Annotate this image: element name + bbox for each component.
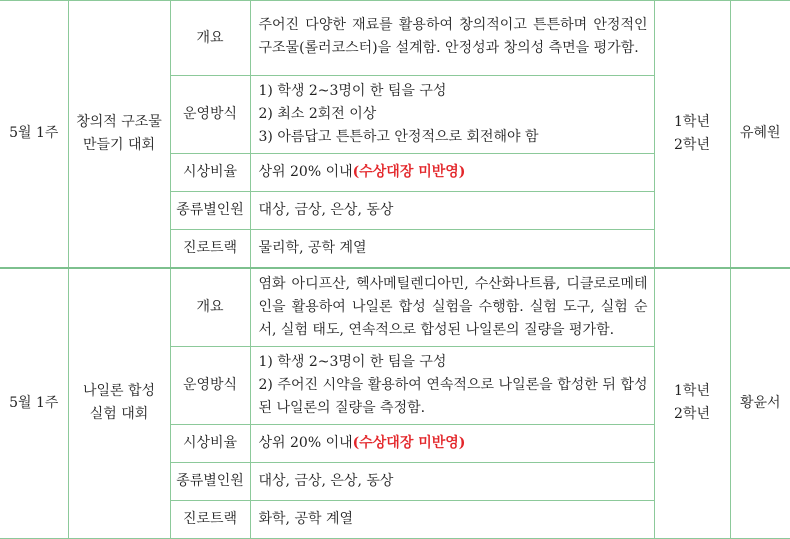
- overview-text: 주어진 다양한 재료를 활용하여 창의적이고 튼튼하며 안정적인 구조물(롤러코스터)을 설계함. 안정성과 창의성 측면을 평가함.: [250, 1, 654, 76]
- award-ratio-text: 상위 20% 이내(수상대장 미반영): [250, 154, 654, 192]
- overview-label: 개요: [170, 1, 250, 76]
- method-text: 1) 학생 2~3명이 한 팀을 구성 2) 최소 2회전 이상 3) 아름답고 튼튼하고 안정적으로 회전해야 함: [250, 76, 654, 154]
- career-track-text: 물리학, 공학 계열: [250, 230, 654, 268]
- overview-text: 염화 아디프산, 헥사메틸렌디아민, 수산화나트륨, 디클로로메테인을 활용하여 나일론 합성 실험을 수행함. 실험 도구, 실험 순서, 실험 태도, 연속적으로 합성된 나일론의 질량을 평가함.: [250, 268, 654, 347]
- award-types-label: 종류별인원: [170, 192, 250, 230]
- career-track-text: 화학, 공학 계열: [250, 500, 654, 538]
- contest-name-cell: 나일론 합성 실험 대회: [68, 268, 170, 539]
- award-ratio-label: 시상비율: [170, 154, 250, 192]
- award-ratio-label: 시상비율: [170, 424, 250, 462]
- award-types-text: 대상, 금상, 은상, 동상: [250, 462, 654, 500]
- career-track-label: 진로트랙: [170, 500, 250, 538]
- method-text: 1) 학생 2~3명이 한 팀을 구성 2) 주어진 시약을 활용하여 연속적으로 나일론을 합성한 뒤 합성된 나일론의 질량을 측정함.: [250, 346, 654, 424]
- career-track-label: 진로트랙: [170, 230, 250, 268]
- teacher-cell: 유혜원: [730, 1, 790, 268]
- contest-name-cell: 창의적 구조물 만들기 대회: [68, 1, 170, 268]
- award-ratio-text: 상위 20% 이내(수상대장 미반영): [250, 424, 654, 462]
- teacher-cell: 황윤서: [730, 268, 790, 539]
- week-cell: 5월 1주: [0, 1, 68, 268]
- overview-label: 개요: [170, 268, 250, 347]
- grade-cell: 1학년 2학년: [654, 268, 730, 539]
- method-label: 운영방식: [170, 76, 250, 154]
- method-label: 운영방식: [170, 346, 250, 424]
- week-cell: 5월 1주: [0, 268, 68, 539]
- award-ratio-note: (수상대장 미반영): [352, 164, 466, 180]
- award-ratio-note: (수상대장 미반영): [352, 434, 466, 451]
- grade-cell: 1학년 2학년: [654, 1, 730, 268]
- award-types-text: 대상, 금상, 은상, 동상: [250, 192, 654, 230]
- award-types-label: 종류별인원: [170, 462, 250, 500]
